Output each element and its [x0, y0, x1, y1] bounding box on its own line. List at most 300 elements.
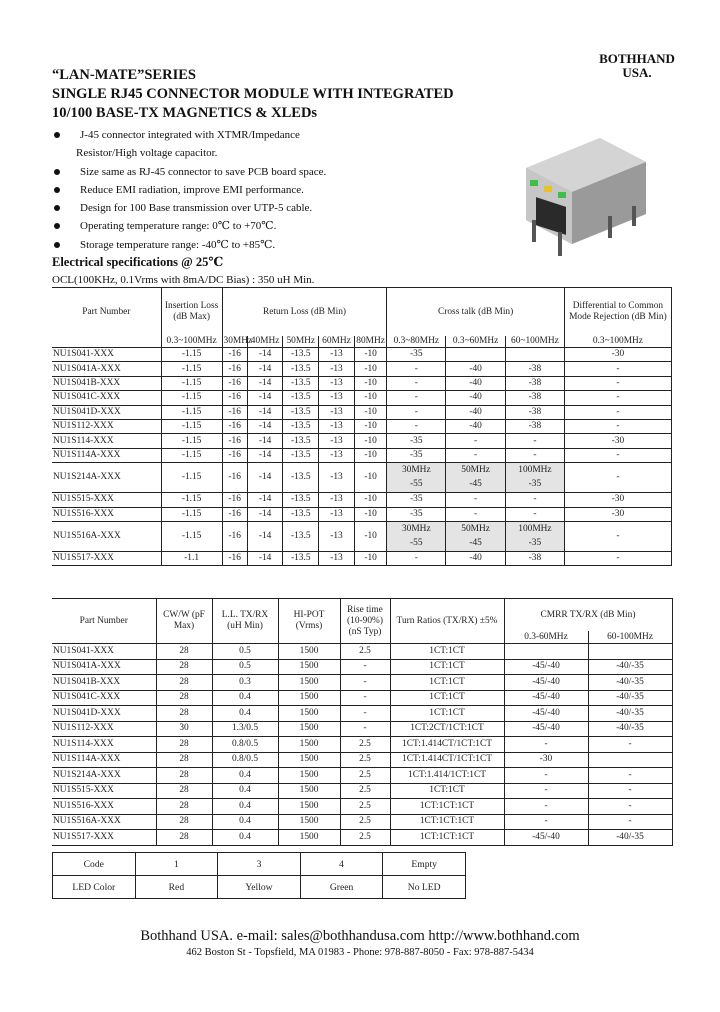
part-number: NU1S516-XXX [52, 799, 156, 815]
cell: -1.15 [161, 376, 222, 390]
cell: -30 [564, 507, 671, 521]
cell: 1CT:1CT:1CT [390, 814, 504, 830]
part-number: NU1S112-XXX [52, 721, 156, 737]
cell: -38 [506, 551, 565, 565]
cell: -40 [446, 362, 506, 376]
header-part-number: Part Number [52, 288, 161, 337]
cell: -10 [354, 348, 387, 362]
header-insertion-loss: Insertion Loss (dB Max) [161, 288, 222, 337]
cell: -10 [354, 493, 387, 507]
subheader: 0.3~60MHz [446, 336, 506, 348]
cell: -40 [446, 376, 506, 390]
cell: -10 [354, 551, 387, 565]
header-turn-ratios: Turn Ratios (TX/RX) ±5% [390, 599, 504, 644]
cell: - [387, 405, 446, 419]
cell: -10 [354, 448, 387, 462]
led-color-label: LED Color [53, 876, 136, 899]
cell: -40/-35 [588, 830, 672, 846]
cell: -13.5 [283, 448, 319, 462]
cell: -16 [222, 434, 247, 448]
cell: -30 [564, 493, 671, 507]
cell: 28 [156, 799, 212, 815]
cell: -13.5 [283, 463, 319, 493]
cell: 1500 [278, 799, 340, 815]
led-green-icon [530, 180, 538, 186]
cell: - [588, 737, 672, 753]
cell: 0.4 [212, 706, 278, 722]
loss-spec-table [52, 287, 672, 566]
cell: -13 [319, 362, 355, 376]
cell: 0.5 [212, 644, 278, 660]
table-row [52, 391, 672, 405]
cell: 28 [156, 675, 212, 691]
table-row [52, 768, 672, 784]
feature-item: Design for 100 Base transmission over UTP-5 cable. [52, 199, 382, 217]
cell: -45/-40 [504, 830, 588, 846]
cell: - [506, 493, 565, 507]
cell: 28 [156, 690, 212, 706]
cell: - [588, 814, 672, 830]
cell: 0.5 [212, 659, 278, 675]
part-number: NU1S041C-XXX [52, 690, 156, 706]
cell: -1.15 [161, 521, 222, 551]
title-line3: 10/100 BASE-TX MAGNETICS & XLEDs [52, 105, 318, 121]
feature-item: Size same as RJ-45 connector to save PCB board space. [52, 163, 382, 181]
header-part-number: Part Number [52, 599, 156, 644]
cell [446, 348, 506, 362]
cell: -40/-35 [588, 706, 672, 722]
cell: -13.5 [283, 434, 319, 448]
header-cmrr: CMRR TX/RX (dB Min) [504, 599, 672, 632]
cell: 1500 [278, 675, 340, 691]
cell: - [340, 675, 390, 691]
company-line1: BOTHHAND [599, 51, 675, 66]
cell: - [446, 507, 506, 521]
cell: - [506, 448, 565, 462]
cell: - [564, 463, 671, 493]
cell: 0.4 [212, 783, 278, 799]
cell: -10 [354, 463, 387, 493]
cell: -13.5 [283, 362, 319, 376]
cell: - [564, 419, 671, 433]
part-number: NU1S516-XXX [52, 507, 161, 521]
cell: 30MHz [387, 521, 446, 536]
winding-spec-table [52, 598, 673, 846]
part-number: NU1S041B-XXX [52, 675, 156, 691]
cell: - [387, 419, 446, 433]
code-cell: 3 [218, 853, 301, 876]
cell: -13 [319, 448, 355, 462]
subheader: 30MHz [223, 336, 253, 346]
table-row [52, 448, 672, 462]
cell: -1.15 [161, 391, 222, 405]
title-line2: SINGLE RJ45 CONNECTOR MODULE WITH INTEGRATED [52, 86, 454, 102]
cell: -45 [446, 478, 506, 493]
cell: -16 [222, 362, 247, 376]
cell: -14 [247, 434, 283, 448]
cell: -16 [222, 419, 247, 433]
cell: -40/-35 [588, 690, 672, 706]
cell: - [564, 405, 671, 419]
cell: 1500 [278, 814, 340, 830]
cell: - [387, 391, 446, 405]
cell: 50MHz [446, 521, 506, 536]
cell: -14 [247, 419, 283, 433]
feature-item: Storage temperature range: -40℃ to +85℃. [52, 236, 382, 254]
cell: - [588, 799, 672, 815]
cell: -38 [506, 419, 565, 433]
cell: -45/-40 [504, 690, 588, 706]
cell: -14 [247, 391, 283, 405]
cell: -1.15 [161, 419, 222, 433]
subheader: 0.3~100MHz [161, 336, 222, 348]
cell: -14 [247, 362, 283, 376]
table-row [52, 348, 672, 362]
cell: - [504, 768, 588, 784]
cell: -1.15 [161, 405, 222, 419]
cell: 100MHz [506, 521, 565, 536]
cell: -13 [319, 463, 355, 493]
cell: -40 [446, 405, 506, 419]
feature-item: Operating temperature range: 0℃ to +70℃. [52, 217, 382, 235]
cell: -45/-40 [504, 675, 588, 691]
cell: -13.5 [283, 419, 319, 433]
subheader: 40MHz [247, 336, 283, 348]
cell: 1CT:1.414CT/1CT:1CT [390, 737, 504, 753]
subheader: 80MHz [356, 336, 385, 346]
cell: 28 [156, 706, 212, 722]
cell: -13.5 [283, 551, 319, 565]
table-row [52, 659, 672, 675]
cell: 2.5 [340, 768, 390, 784]
cell: -13.5 [283, 521, 319, 551]
cell: 1500 [278, 768, 340, 784]
feature-item: J-45 connector integrated with XTMR/Impedance [52, 126, 382, 144]
cell: - [340, 721, 390, 737]
header-cross-talk: Cross talk (dB Min) [387, 288, 564, 337]
cell: 2.5 [340, 830, 390, 846]
cell: -1.15 [161, 448, 222, 462]
cell: 0.8/0.5 [212, 737, 278, 753]
part-number: NU1S114-XXX [52, 737, 156, 753]
table-row [52, 405, 672, 419]
color-cell: Green [300, 876, 383, 899]
header-inductance: L.L. TX/RX (uH Min) [212, 599, 278, 644]
part-number: NU1S515-XXX [52, 493, 161, 507]
cell: - [504, 814, 588, 830]
table-row [52, 721, 672, 737]
cell: 28 [156, 644, 212, 660]
header-cww: CW/W (pF Max) [156, 599, 212, 644]
part-number: NU1S041-XXX [52, 644, 156, 660]
cell: -45/-40 [504, 721, 588, 737]
cell: 1CT:1.414CT/1CT:1CT [390, 752, 504, 768]
cell [588, 644, 672, 660]
cell: -13 [319, 405, 355, 419]
cell: 1CT:1CT [390, 659, 504, 675]
cell: -35 [387, 448, 446, 462]
cell: -10 [354, 362, 387, 376]
cell: -1.15 [161, 434, 222, 448]
cell: 2.5 [340, 814, 390, 830]
cell: -35 [506, 478, 565, 493]
cell: -1.15 [161, 507, 222, 521]
company-name [582, 52, 692, 80]
cell: -35 [387, 493, 446, 507]
part-number: NU1S041B-XXX [52, 376, 161, 390]
code-cell: 4 [300, 853, 383, 876]
subheader: 0.3~80MHz [387, 336, 446, 348]
cell: -35 [387, 434, 446, 448]
cell: 28 [156, 737, 212, 753]
subheader: 60~100MHz [506, 336, 565, 348]
cell: 1500 [278, 706, 340, 722]
cell: - [340, 706, 390, 722]
part-number: NU1S515-XXX [52, 783, 156, 799]
color-cell: No LED [383, 876, 466, 899]
cell: - [506, 434, 565, 448]
color-cell: Yellow [218, 876, 301, 899]
table-row [52, 706, 672, 722]
part-number: NU1S114A-XXX [52, 752, 156, 768]
cell: -14 [247, 405, 283, 419]
cell: -10 [354, 507, 387, 521]
cell: 50MHz [446, 463, 506, 478]
cell: 28 [156, 814, 212, 830]
cell: -45 [446, 536, 506, 551]
code-cell: Empty [383, 853, 466, 876]
cell: -55 [387, 478, 446, 493]
cell: -13.5 [283, 405, 319, 419]
cell: -38 [506, 405, 565, 419]
cell: 0.4 [212, 799, 278, 815]
cell: - [387, 362, 446, 376]
cell: -14 [247, 521, 283, 551]
cell: -45/-40 [504, 659, 588, 675]
cell: 1CT:1CT [390, 783, 504, 799]
part-number: NU1S214A-XXX [52, 463, 161, 493]
cell: -13 [319, 348, 355, 362]
cell: -10 [354, 376, 387, 390]
cell: 1500 [278, 752, 340, 768]
cell: - [564, 376, 671, 390]
subheader: 0.3~100MHz [564, 336, 671, 348]
cell: -14 [247, 448, 283, 462]
cell: 2.5 [340, 644, 390, 660]
cell: 30MHz [387, 463, 446, 478]
part-number: NU1S112-XXX [52, 419, 161, 433]
cell: -13 [319, 551, 355, 565]
part-number: NU1S516A-XXX [52, 814, 156, 830]
cell: -14 [247, 493, 283, 507]
ocl-spec: OCL(100KHz, 0.1Vrms with 8mA/DC Bias) : 350 uH Min. [52, 274, 315, 286]
table-row [52, 644, 672, 660]
table-row [52, 737, 672, 753]
code-cell: 1 [135, 853, 218, 876]
table-row [52, 376, 672, 390]
header-return-loss: Return Loss (dB Min) [222, 288, 387, 337]
part-number: NU1S517-XXX [52, 551, 161, 565]
cell: 2.5 [340, 799, 390, 815]
cell: -13 [319, 521, 355, 551]
cell: 2.5 [340, 737, 390, 753]
cell: -14 [247, 463, 283, 493]
cell: -40/-35 [588, 721, 672, 737]
cell: 28 [156, 752, 212, 768]
cell: -1.15 [161, 362, 222, 376]
cell: - [564, 448, 671, 462]
cell: -35 [387, 507, 446, 521]
subheader: 50MHz [283, 336, 319, 348]
cell: -10 [354, 405, 387, 419]
cell: - [504, 783, 588, 799]
cell: -16 [222, 448, 247, 462]
cell: 0.4 [212, 768, 278, 784]
cell: -35 [387, 348, 446, 362]
table-row [52, 675, 672, 691]
cell: -40/-35 [588, 659, 672, 675]
cell: -16 [222, 521, 247, 551]
cell: -30 [564, 348, 671, 362]
cell: - [446, 493, 506, 507]
cell: 1500 [278, 783, 340, 799]
cell: -1.15 [161, 493, 222, 507]
table-row [52, 690, 672, 706]
cell: -16 [222, 348, 247, 362]
cell: -38 [506, 376, 565, 390]
cell: -38 [506, 362, 565, 376]
cell: -10 [354, 391, 387, 405]
cell: 1CT:1CT [390, 644, 504, 660]
cell: -14 [247, 551, 283, 565]
contact-line: Bothhand USA. e-mail: sales@bothhandusa.com http://www.bothhand.com [140, 928, 580, 944]
cell: 100MHz [506, 463, 565, 478]
cell [588, 752, 672, 768]
table-row [52, 830, 672, 846]
cell: -14 [247, 376, 283, 390]
cell: - [564, 391, 671, 405]
document-title [52, 66, 454, 123]
cell: - [588, 783, 672, 799]
table-row [52, 419, 672, 433]
feature-item: Reduce EMI radiation, improve EMI performance. [52, 181, 382, 199]
cell: -13.5 [283, 391, 319, 405]
cell: -13 [319, 493, 355, 507]
cell: 1500 [278, 644, 340, 660]
cell: 1500 [278, 690, 340, 706]
cell: 1CT:1CT [390, 706, 504, 722]
feature-item: Resistor/High voltage capacitor. [76, 147, 218, 160]
cell: -40 [446, 551, 506, 565]
cell: -1.15 [161, 463, 222, 493]
cell: - [506, 507, 565, 521]
part-number: NU1S214A-XXX [52, 768, 156, 784]
part-number: NU1S041D-XXX [52, 706, 156, 722]
cell: -14 [247, 348, 283, 362]
cell: - [564, 551, 671, 565]
cell: 0.8/0.5 [212, 752, 278, 768]
subheader: 60MHz [319, 336, 355, 348]
cell: 1CT:1CT:1CT [390, 830, 504, 846]
cell: -1.15 [161, 348, 222, 362]
cell: -13.5 [283, 348, 319, 362]
led-code-table [52, 852, 466, 899]
subheader: 60-100MHz [588, 631, 672, 644]
cell: 1500 [278, 659, 340, 675]
part-number: NU1S041A-XXX [52, 362, 161, 376]
cell: -10 [354, 419, 387, 433]
cell: 0.4 [212, 690, 278, 706]
cell: 0.3 [212, 675, 278, 691]
title-series: “LAN-MATE”SERIES [52, 67, 196, 83]
cell: 28 [156, 830, 212, 846]
cell: -16 [222, 405, 247, 419]
cell: -16 [222, 551, 247, 565]
table-row [52, 362, 672, 376]
cell: 30 [156, 721, 212, 737]
part-number: NU1S517-XXX [52, 830, 156, 846]
cell: 0.4 [212, 830, 278, 846]
cell: -55 [387, 536, 446, 551]
cell: - [387, 376, 446, 390]
cell: - [387, 551, 446, 565]
cell: -14 [247, 507, 283, 521]
cell: -13 [319, 419, 355, 433]
header-differential: Differential to Common Mode Rejection (dB Min) [564, 288, 671, 337]
part-number: NU1S041D-XXX [52, 405, 161, 419]
cell: - [340, 690, 390, 706]
part-number: NU1S516A-XXX [52, 521, 161, 551]
cell: -13 [319, 391, 355, 405]
cell: -16 [222, 376, 247, 390]
part-number: NU1S041A-XXX [52, 659, 156, 675]
cell: - [446, 448, 506, 462]
cell: -40/-35 [588, 675, 672, 691]
table-row [52, 507, 672, 521]
cell: -35 [506, 536, 565, 551]
cell: 1500 [278, 737, 340, 753]
part-number: NU1S041C-XXX [52, 391, 161, 405]
part-number: NU1S114-XXX [52, 434, 161, 448]
cell: 28 [156, 768, 212, 784]
cell: -13 [319, 376, 355, 390]
cell: -13 [319, 434, 355, 448]
cell: -16 [222, 493, 247, 507]
cell: - [588, 768, 672, 784]
table-row [52, 814, 672, 830]
cell: -13 [319, 507, 355, 521]
cell: - [446, 434, 506, 448]
color-cell: Red [135, 876, 218, 899]
table-row [52, 799, 672, 815]
header-hipot: HI-POT (Vrms) [278, 599, 340, 644]
cell: - [564, 521, 671, 551]
header-rise-time: Rise time (10-90%) (nS Typ) [340, 599, 390, 644]
company-line2: USA. [622, 65, 652, 80]
rj45-connector-image [508, 132, 658, 260]
cell: 1.3/0.5 [212, 721, 278, 737]
table-row [52, 783, 672, 799]
cell: - [564, 362, 671, 376]
led-yellow-icon [544, 186, 552, 192]
part-number: NU1S114A-XXX [52, 448, 161, 462]
cell: 0.4 [212, 814, 278, 830]
table-row [52, 551, 672, 565]
cell: 28 [156, 783, 212, 799]
cell: 28 [156, 659, 212, 675]
cell [504, 644, 588, 660]
cell: -38 [506, 391, 565, 405]
